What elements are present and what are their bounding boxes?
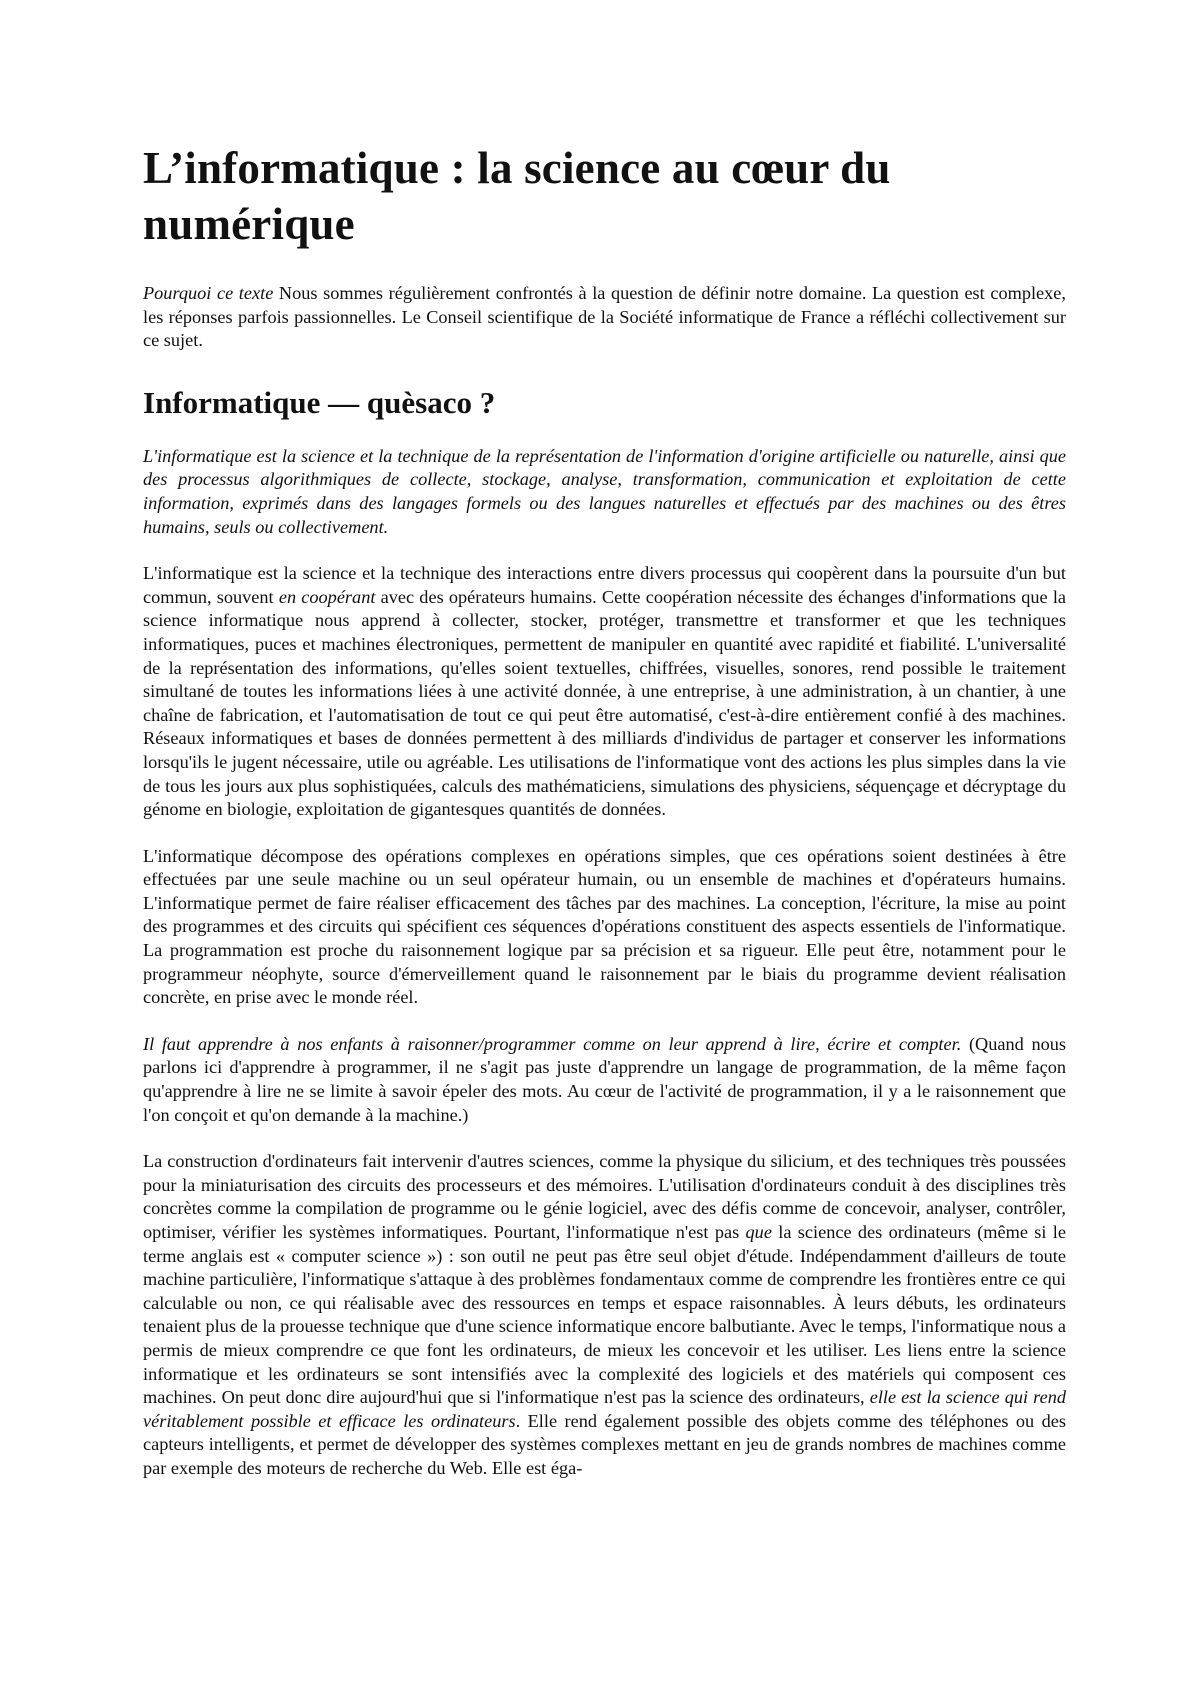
paragraph-text: (Quand nous parlons ici d'apprendre à programmer, il ne s'agit pas juste d'apprendre un langage de programmation, de la même façon qu'apprendre à lire ne se limite à savoir épeler des mots. Au cœur de l'activité de programmation, il y a le raisonnement que l'on conçoit et qu'on demande à la machine.)	[143, 1033, 1066, 1125]
emphasis-text: que	[745, 1222, 772, 1242]
definition-paragraph: L'informatique est la science et la technique de la représentation de l'information d'origine artificielle ou naturelle, ainsi que des processus algorithmiques de collecte, stockage, analyse, transformation, communication et exploitation de cette information, exprimés dans des langages formels ou des langues naturelles et effectués par des machines ou des êtres humains, seuls ou collectivement.	[143, 445, 1066, 537]
emphasis-text: Il faut apprendre à nos enfants à raisonner/programmer comme on leur apprend à lire, écrire et compter.	[143, 1033, 962, 1054]
intro-paragraph	[143, 282, 1066, 353]
paragraph-decomposition: L'informatique décompose des opérations complexes en opérations simples, que ces opérations soient destinées à être effectuées par une seule machine ou un seul opérateur humain, ou un ensemble de machines et d'opérateurs humains. L'informatique permet de faire réaliser efficacement des tâches par des machines. La conception, l'écriture, la mise au point des programmes et des circuits qui spécifient ces séquences d'opérations constituent des aspects essentiels de l'informatique. La programmation est proche du raisonnement logique par sa précision et sa rigueur. Elle peut être, notamment pour le programmeur néophyte, source d'émerveillement quand le raisonnement par le biais du programme devient réalisation concrète, en prise avec le monde réel.	[143, 845, 1066, 1008]
paragraph-text: L'informatique est la science et la technique des interactions entre divers processus qui coopèrent dans la poursuite d'un but commun, souvent	[143, 563, 1066, 607]
intro-text: Nous sommes régulièrement confrontés à la question de définir notre domaine. La question est complexe, les réponses parfois passionnelles. Le Conseil scientifique de la Société informatique de France a réfléchi collectivement sur ce sujet.	[143, 283, 1066, 351]
paragraph-children	[143, 1033, 1066, 1127]
intro-label: Pourquoi ce texte	[143, 283, 274, 303]
paragraph-text: avec des opérateurs humains. Cette coopération nécessite des échanges d'informations que la science informatique nous apprend à collecter, stocker, protéger, transmettre et transformer et que les techniques informatiques, puces et machines électroniques, permettent de manipuler en quantité avec rapidité et fiabilité. L'universalité de la représentation des informations, qu'elles soient textuelles, chiffrées, visuelles, sonores, rend possible le traitement simultané de toutes les informations liées à une activité donnée, à une entreprise, à une administration, à un chantier, à une chaîne de fabrication, et l'automatisation de tout ce qui peut être automatisé, c'est-à-dire entièrement confié à des machines. Réseaux informatiques et bases de données permettent à des milliards d'individus de partager et conserver les informations lorsqu'ils le jugent nécessaire, utile ou agréable. Les utilisations de l'informatique vont des actions les plus simples dans la vie de tous les jours aux plus sophistiquées, calculs des mathématiciens, simulations des physiciens, séquençage et décryptage du génome en biologie, exploitation de gigantesques quantités de données.	[143, 586, 1067, 820]
emphasis-text: en coopérant	[278, 586, 376, 607]
paragraph-text: la science des ordinateurs (même si le terme anglais est « computer science ») : son outil ne peut pas être seul objet d'étude. Indépendamment d'ailleurs de toute machine particulière, l'informatique s'attaque à des problèmes fondamentaux comme de comprendre les frontières entre ce qui calculable ou non, ce qui réalisable avec des ressources en temps et espace raisonnables. À leurs débuts, les ordinateurs tenaient plus de la prouesse technique que d'une science informatique encore balbutiante. Avec le temps, l'informatique nous a permis de mieux comprendre ce que font les ordinateurs, de mieux les concevoir et les utiliser. Les liens entre la science informatique et les ordinateurs se sont intensifiés avec la complexité des logiciels et des matériels qui composent ces machines. On peut donc dire aujourd'hui que si l'informatique n'est pas la science des ordinateurs,	[143, 1222, 1066, 1408]
emphasis-text: elle est la science qui rend véritablement possible et efficace les ordinateurs	[143, 1387, 1067, 1431]
paragraph-interactions	[143, 562, 1066, 822]
paragraph-computers	[143, 1150, 1066, 1480]
paragraph-text: La construction d'ordinateurs fait intervenir d'autres sciences, comme la physique du silicium, et des techniques très poussées pour la miniaturisation des circuits des processeurs et des mémoires. L'utilisation d'ordinateurs conduit à des disciplines très concrètes comme la compilation de programme ou le génie logiciel, avec des défis comme de concevoir, analyser, contrôler, optimiser, vérifier les systèmes informatiques. Pourtant, l'informatique n'est pas	[143, 1151, 1066, 1242]
section-heading: Informatique — quèsaco ?	[143, 384, 496, 420]
paragraph-text: . Elle rend également possible des objets comme des téléphones ou des capteurs intelligents, et permet de développer des systèmes complexes mettant en jeu de grands nombres de machines comme par exemple des moteurs de recherche du Web. Elle est éga-	[143, 1410, 1066, 1478]
page-title: L’informatique : la science au cœur du numérique	[143, 143, 891, 249]
